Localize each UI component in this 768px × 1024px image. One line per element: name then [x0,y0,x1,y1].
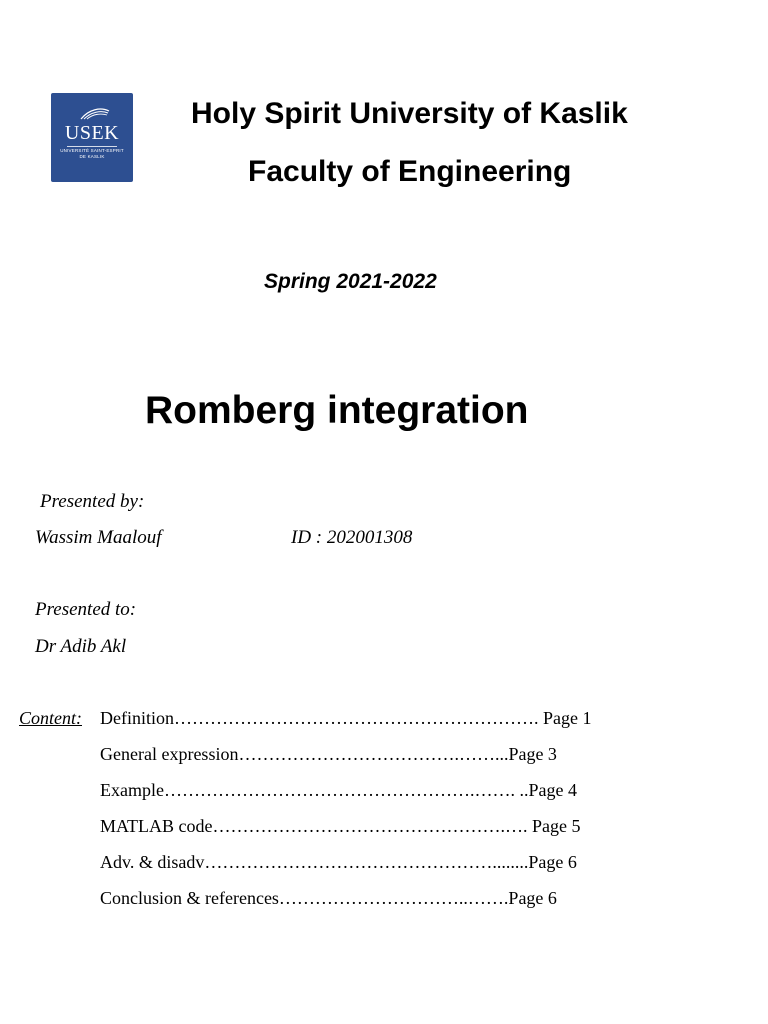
professor-name: Dr Adib Akl [35,636,127,657]
semester-label: Spring 2021-2022 [264,270,437,293]
toc-item-general-expression: General expression……………………………….……...Page 3 [100,744,557,764]
faculty-name: Faculty of Engineering [248,155,572,188]
presented-to-label: Presented to: [35,599,137,620]
logo-subtitle-line2: DE KASLIK [79,154,105,159]
logo-wordmark: USEK [64,122,120,144]
student-name: Wassim Maalouf [35,527,162,548]
toc-item-conclusion: Conclusion & references…………………………..…….Page 6 [100,888,557,908]
toc-item-matlab-code: MATLAB code………………………………………….…. Page 5 [100,816,581,836]
toc-item-example: Example…………………………………………….……. ..Page 4 [100,780,577,800]
university-name: Holy Spirit University of Kaslik [191,97,628,130]
logo-subtitle-line1: UNIVERSITÉ SAINT-ESPRIT [60,148,124,153]
usek-logo [51,93,133,182]
student-id: ID : 202001308 [291,527,413,548]
presented-by-label: Presented by: [40,491,145,512]
toc-item-definition: Definition……………………………………………………. Page 1 [100,708,592,728]
document-title: Romberg integration [145,389,529,432]
toc-item-adv-disadv: Adv. & disadv…………………………………………........Page 6 [100,852,577,872]
logo-divider [67,146,117,147]
content-label: Content: [19,708,82,728]
dove-wing-icon [51,107,133,121]
